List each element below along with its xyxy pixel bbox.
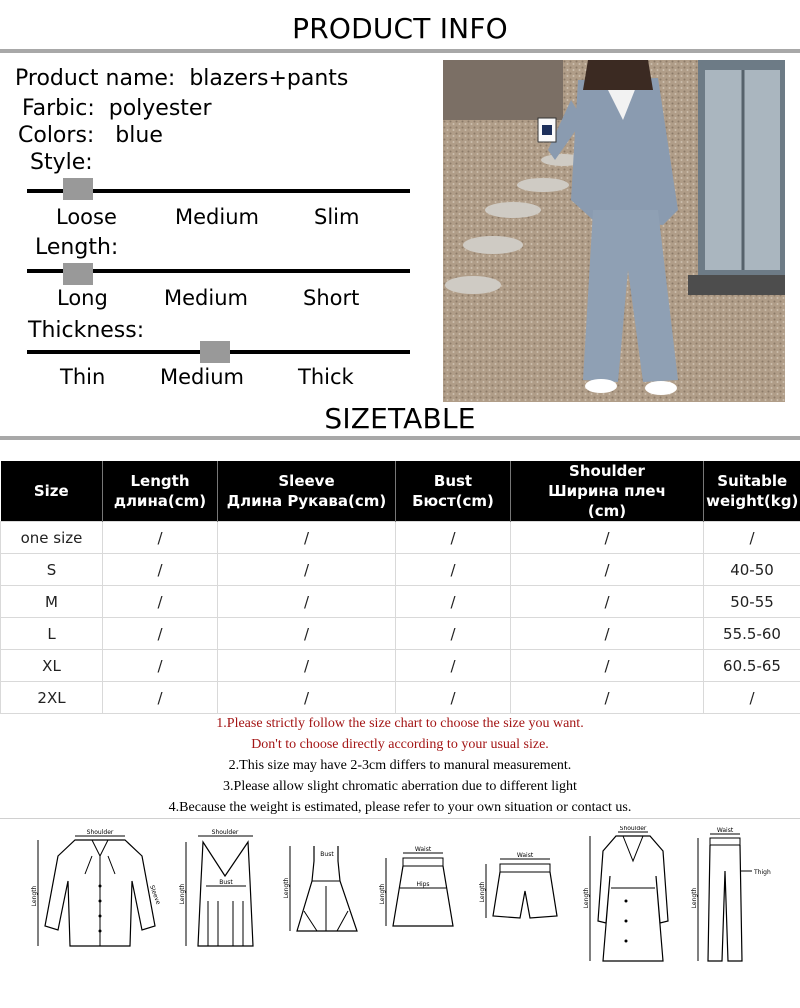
label-waist: Waist	[414, 846, 432, 853]
product-photo	[443, 60, 785, 402]
label-waist: Waist	[516, 852, 534, 859]
style-option-medium: Medium	[175, 205, 259, 229]
style-label: Style:	[30, 150, 93, 175]
shorts-diagram	[478, 826, 563, 966]
table-cell: /	[704, 522, 800, 554]
style-option-slim: Slim	[314, 205, 360, 229]
shorts-sketch	[478, 826, 563, 966]
camisole-sketch	[178, 826, 268, 966]
note-4: 4.Because the weight is estimated, please refer to your own situation or contact us.	[168, 800, 632, 815]
label-shoulder: Shoulder	[211, 829, 239, 836]
length-label: Length:	[35, 235, 119, 260]
dress-sketch	[282, 826, 367, 966]
length-slider-knob	[63, 263, 93, 285]
label-length: Length	[31, 885, 38, 907]
table-cell: 2XL	[1, 682, 103, 714]
colors-value: blue	[115, 123, 163, 148]
length-option-long: Long	[57, 286, 108, 310]
camisole-diagram	[178, 826, 268, 966]
table-row	[1, 618, 800, 650]
label-length: Length	[283, 877, 290, 899]
table-cell: 55.5-60	[704, 618, 800, 650]
table-cell: 60.5-65	[704, 650, 800, 682]
note-1: 1.Please strictly follow the size chart to choose the size you want.	[216, 716, 584, 731]
table-cell: L	[1, 618, 103, 650]
size-table-header	[1, 461, 800, 522]
product-name-label: Product name:	[15, 66, 176, 91]
table-cell: /	[218, 682, 396, 714]
table-cell: /	[103, 586, 218, 618]
col-header-sleeve: Sleeve Длина Рукава(cm)	[218, 461, 396, 522]
table-cell: 40-50	[704, 554, 800, 586]
table-cell: /	[103, 682, 218, 714]
table-row	[1, 682, 800, 714]
length-option-short: Short	[303, 286, 360, 310]
table-cell: /	[218, 554, 396, 586]
table-cell: /	[103, 554, 218, 586]
table-cell: 50-55	[704, 586, 800, 618]
label-shoulder: Shoulder	[619, 826, 647, 832]
table-cell: /	[103, 522, 218, 554]
table-cell: /	[103, 618, 218, 650]
size-notes	[0, 713, 800, 818]
table-cell: /	[396, 650, 511, 682]
note-1b: Don't to choose directly according to your usual size.	[251, 737, 549, 752]
col-header-bust: Bust Бюст(cm)	[396, 461, 511, 522]
colors-label: Colors:	[18, 123, 95, 148]
table-cell: /	[218, 522, 396, 554]
thickness-option-medium: Medium	[160, 365, 244, 389]
thickness-slider-knob	[200, 341, 230, 363]
col-header-length: Length длина(cm)	[103, 461, 218, 522]
table-cell: /	[218, 650, 396, 682]
coat-diagram	[578, 826, 678, 966]
blouse-sketch	[30, 826, 165, 966]
table-cell: M	[1, 586, 103, 618]
col-header-size: Size	[1, 461, 103, 522]
fabric-value: polyester	[108, 96, 212, 121]
thickness-option-thick: Thick	[298, 365, 354, 389]
table-row	[1, 554, 800, 586]
table-cell: /	[511, 618, 704, 650]
table-cell: /	[396, 682, 511, 714]
label-hips: Hips	[416, 881, 430, 888]
label-length: Length	[379, 883, 386, 905]
table-cell: /	[396, 586, 511, 618]
col-header-shoulder: Shoulder Ширина плеч (cm)	[511, 461, 704, 522]
table-cell: /	[511, 522, 704, 554]
coat-sketch	[578, 826, 678, 966]
label-thigh: Thigh	[754, 869, 771, 876]
table-cell: /	[396, 554, 511, 586]
table-cell: one size	[1, 522, 103, 554]
note-2: 2.This size may have 2-3cm differs to manural measurement.	[228, 758, 572, 773]
colors-row	[18, 123, 163, 148]
style-option-loose: Loose	[56, 205, 117, 229]
label-shoulder: Shoulder	[86, 829, 114, 836]
col-header-weight: Suitable weight(kg)	[704, 461, 800, 522]
skirt-diagram	[378, 826, 463, 966]
table-cell: /	[511, 586, 704, 618]
table-cell: S	[1, 554, 103, 586]
product-photo-illustration	[443, 60, 785, 402]
table-row	[1, 522, 800, 554]
pants-sketch	[688, 826, 778, 966]
label-bust: Bust	[320, 851, 334, 858]
note-3: 3.Please allow slight chromatic aberration due to different light	[223, 779, 577, 794]
table-cell: /	[511, 554, 704, 586]
label-length: Length	[179, 883, 186, 905]
skirt-sketch	[378, 826, 463, 966]
blouse-diagram	[30, 826, 165, 966]
table-row	[1, 586, 800, 618]
table-cell: /	[396, 522, 511, 554]
table-cell: /	[218, 586, 396, 618]
label-bust: Bust	[219, 879, 233, 886]
table-cell: /	[704, 682, 800, 714]
table-cell: XL	[1, 650, 103, 682]
product-info-title: PRODUCT INFO	[292, 12, 508, 45]
header-divider	[0, 49, 800, 53]
table-row	[1, 650, 800, 682]
thickness-label: Thickness:	[28, 318, 145, 343]
label-length: Length	[691, 887, 698, 909]
label-waist: Waist	[716, 827, 734, 834]
label-sleeve: Sleeve	[148, 884, 162, 906]
product-name-value: blazers+pants	[189, 66, 349, 91]
style-slider-knob	[63, 178, 93, 200]
table-cell: /	[511, 650, 704, 682]
notes-divider	[0, 818, 800, 819]
fabric-row	[22, 96, 212, 121]
sizetable-divider	[0, 436, 800, 440]
table-cell: /	[218, 618, 396, 650]
sizetable-title: SIZETABLE	[324, 402, 476, 435]
label-length: Length	[583, 887, 590, 909]
product-name-row	[15, 66, 348, 91]
thickness-option-thin: Thin	[60, 365, 106, 389]
fabric-label: Farbic:	[22, 96, 95, 121]
length-option-medium: Medium	[164, 286, 248, 310]
table-cell: /	[103, 650, 218, 682]
dress-diagram	[282, 826, 367, 966]
label-length: Length	[479, 881, 486, 903]
pants-diagram	[688, 826, 778, 966]
size-table	[0, 461, 800, 714]
table-cell: /	[511, 682, 704, 714]
table-cell: /	[396, 618, 511, 650]
